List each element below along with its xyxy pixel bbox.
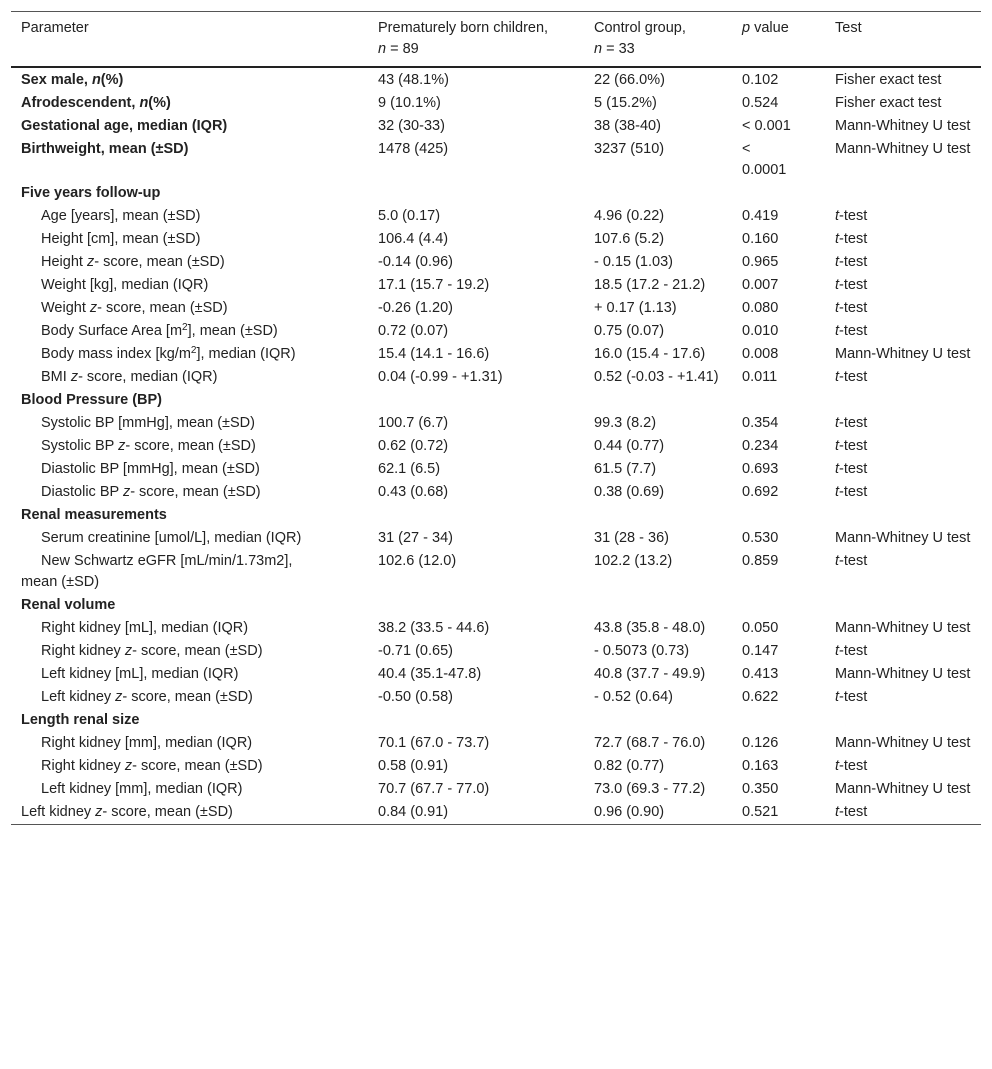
cell-test: Fisher exact test <box>835 72 942 88</box>
header-row <box>11 12 981 68</box>
cell-p-value: 0.350 <box>742 781 779 797</box>
cell-p-value: 0.622 <box>742 689 779 705</box>
cell-control: 16.0 (15.4 - 17.6) <box>594 346 706 362</box>
cell-p-value: 0.147 <box>742 643 779 659</box>
cell-premature: 0.04 (-0.99 - +1.31) <box>378 369 503 385</box>
row-label: Left kidney z- score, mean (±SD) <box>41 689 253 705</box>
cell-p-value: 0.102 <box>742 72 779 88</box>
cell-premature: -0.26 (1.20) <box>378 300 453 316</box>
row-label: Systolic BP [mmHg], mean (±SD) <box>41 415 255 431</box>
cell-control: 0.38 (0.69) <box>594 484 665 500</box>
cell-p-value: 0.530 <box>742 530 779 546</box>
cell-premature: 102.6 (12.0) <box>378 553 457 569</box>
header-p-value: p value <box>742 20 789 36</box>
cell-test: t-test <box>835 461 868 477</box>
cell-control: 31 (28 - 36) <box>594 530 669 546</box>
cell-test: Mann-Whitney U test <box>835 735 971 751</box>
row-label: New Schwartz eGFR [mL/min/1.73m2], mean (±SD) <box>21 553 293 590</box>
cell-premature: 1478 (425) <box>378 141 449 157</box>
cell-test: Mann-Whitney U test <box>835 346 971 362</box>
cell-p-value: 0.011 <box>742 369 778 385</box>
row-label: Left kidney [mm], median (IQR) <box>41 781 243 797</box>
section-row <box>11 504 981 527</box>
section-renal-volume: Renal volume <box>21 597 116 613</box>
row-label: Right kidney [mL], median (IQR) <box>41 620 249 636</box>
table-row <box>11 732 981 755</box>
cell-premature: 0.72 (0.07) <box>378 323 449 339</box>
cell-test: t-test <box>835 300 868 316</box>
cell-test: Mann-Whitney U test <box>835 141 971 157</box>
row-label: Left kidney [mL], median (IQR) <box>41 666 239 682</box>
cell-test: t-test <box>835 323 868 339</box>
cell-p-value: 0.354 <box>742 415 779 431</box>
row-label: Serum creatinine [umol/L], median (IQR) <box>41 530 302 546</box>
cell-p-value: 0.080 <box>742 300 779 316</box>
row-label: Weight [kg], median (IQR) <box>41 277 209 293</box>
row-label: Afrodescendent, n(%) <box>21 95 171 111</box>
section-row <box>11 594 981 617</box>
cell-control: 22 (66.0%) <box>594 72 665 88</box>
row-label: Left kidney z- score, mean (±SD) <box>21 804 233 820</box>
cell-p-value: 0.859 <box>742 553 779 569</box>
cell-premature: 32 (30-33) <box>378 118 445 134</box>
cell-premature: 62.1 (6.5) <box>378 461 441 477</box>
cell-control: 3237 (510) <box>594 141 665 157</box>
cell-premature: 0.58 (0.91) <box>378 758 449 774</box>
cell-control: 102.2 (13.2) <box>594 553 673 569</box>
cell-premature: 70.7 (67.7 - 77.0) <box>378 781 490 797</box>
cell-p-value: 0.413 <box>742 666 779 682</box>
cell-p-value: 0.521 <box>742 804 779 820</box>
table-row <box>11 481 981 504</box>
cell-test: Mann-Whitney U test <box>835 666 971 682</box>
cell-premature: 106.4 (4.4) <box>378 231 449 247</box>
table-row <box>11 778 981 801</box>
cell-test: Mann-Whitney U test <box>835 530 971 546</box>
cell-control: 0.96 (0.90) <box>594 804 665 820</box>
row-label: Sex male, n(%) <box>21 72 124 88</box>
section-length-renal-size: Length renal size <box>21 712 140 728</box>
table-row <box>11 297 981 320</box>
table-row <box>11 686 981 709</box>
cell-premature: 31 (27 - 34) <box>378 530 453 546</box>
cell-test: t-test <box>835 689 868 705</box>
cell-p-value: 0.234 <box>742 438 779 454</box>
cell-premature: 9 (10.1%) <box>378 95 441 111</box>
table-row <box>11 274 981 297</box>
table-row <box>11 640 981 663</box>
row-label: Gestational age, median (IQR) <box>21 118 228 134</box>
header-parameter: Parameter <box>21 20 89 36</box>
row-label: BMI z- score, median (IQR) <box>41 369 218 385</box>
row-label: Body mass index $[kg/m^2]$, median (IQR) <box>41 345 296 362</box>
cell-premature: -0.14 (0.96) <box>378 254 453 270</box>
table-row <box>11 251 981 274</box>
cell-control: - 0.52 (0.64) <box>594 689 673 705</box>
cell-test: t-test <box>835 484 868 500</box>
cell-control: 38 (38-40) <box>594 118 661 134</box>
cell-control: 0.44 (0.77) <box>594 438 665 454</box>
cell-premature: -0.50 (0.58) <box>378 689 453 705</box>
row-label: Weight z- score, mean (±SD) <box>41 300 228 316</box>
cell-test: Mann-Whitney U test <box>835 620 971 636</box>
row-label: Body Surface Area $[m^2]$, mean (±SD) <box>41 322 278 339</box>
cell-p-value: 0.010 <box>742 323 779 339</box>
cell-control: 72.7 (68.7 - 76.0) <box>594 735 706 751</box>
cell-p-value: 0.008 <box>742 346 779 362</box>
cell-premature: 43 (48.1%) <box>378 72 449 88</box>
table-row <box>11 320 981 343</box>
cell-p-value: 0.419 <box>742 208 779 224</box>
section-row <box>11 709 981 732</box>
section-renal-measurements: Renal measurements <box>21 507 167 523</box>
cell-test: Mann-Whitney U test <box>835 781 971 797</box>
row-label: Systolic BP z- score, mean (±SD) <box>41 438 256 454</box>
cell-control: 0.75 (0.07) <box>594 323 665 339</box>
cell-p-value: 0.693 <box>742 461 779 477</box>
row-label: Height [cm], mean (±SD) <box>41 231 201 247</box>
table-row <box>11 205 981 228</box>
table-row <box>11 92 981 115</box>
cell-test: t-test <box>835 553 868 569</box>
cell-control: 107.6 (5.2) <box>594 231 665 247</box>
header-premature: Prematurely born children, n = 89 <box>378 20 549 57</box>
cell-test: t-test <box>835 643 868 659</box>
results-table <box>11 11 981 825</box>
cell-p-value: 0.160 <box>742 231 779 247</box>
table-row <box>11 115 981 138</box>
row-label: Diastolic BP [mmHg], mean (±SD) <box>41 461 260 477</box>
cell-p-value: 0.524 <box>742 95 779 111</box>
cell-control: 5 (15.2%) <box>594 95 657 111</box>
cell-control: 43.8 (35.8 - 48.0) <box>594 620 706 636</box>
cell-premature: 0.43 (0.68) <box>378 484 449 500</box>
section-five-years: Five years follow-up <box>21 185 161 201</box>
row-label: Right kidney z- score, mean (±SD) <box>41 643 263 659</box>
cell-premature: 5.0 (0.17) <box>378 208 441 224</box>
row-label: Right kidney z- score, mean (±SD) <box>41 758 263 774</box>
section-blood-pressure: Blood Pressure (BP) <box>21 392 162 408</box>
cell-premature: 0.62 (0.72) <box>378 438 449 454</box>
cell-p-value: 0.050 <box>742 620 779 636</box>
cell-premature: 70.1 (67.0 - 73.7) <box>378 735 490 751</box>
cell-control: - 0.15 (1.03) <box>594 254 673 270</box>
row-label: Diastolic BP z- score, mean (±SD) <box>41 484 261 500</box>
cell-test: t-test <box>835 804 868 820</box>
table-row <box>11 435 981 458</box>
cell-control: - 0.5073 (0.73) <box>594 643 690 659</box>
table-row <box>11 67 981 92</box>
cell-p-value: 0.126 <box>742 735 779 751</box>
cell-premature: 38.2 (33.5 - 44.6) <box>378 620 490 636</box>
cell-test: t-test <box>835 254 868 270</box>
cell-p-value: 0.965 <box>742 254 779 270</box>
table-row <box>11 458 981 481</box>
cell-test: t-test <box>835 208 868 224</box>
cell-test: t-test <box>835 277 868 293</box>
cell-test: t-test <box>835 369 868 385</box>
header-control: Control group, n = 33 <box>594 20 686 57</box>
table-row <box>11 138 981 182</box>
table-row <box>11 801 981 825</box>
table-row <box>11 412 981 435</box>
cell-test: Mann-Whitney U test <box>835 118 971 134</box>
cell-p-value: 0.163 <box>742 758 779 774</box>
cell-p-value: < 0.001 <box>742 118 791 134</box>
table-row <box>11 755 981 778</box>
cell-premature: 0.84 (0.91) <box>378 804 449 820</box>
table-row <box>11 617 981 640</box>
table-row <box>11 663 981 686</box>
cell-control: 0.52 (-0.03 - +1.41) <box>594 369 719 385</box>
cell-premature: 40.4 (35.1-47.8) <box>378 666 482 682</box>
table-row <box>11 228 981 251</box>
cell-control: 73.0 (69.3 - 77.2) <box>594 781 706 797</box>
cell-control: 4.96 (0.22) <box>594 208 665 224</box>
table-row <box>11 366 981 389</box>
row-label: Age [years], mean (±SD) <box>41 208 201 224</box>
cell-test: t-test <box>835 758 868 774</box>
cell-p-value: < 0.0001 <box>742 141 787 178</box>
cell-premature: 17.1 (15.7 - 19.2) <box>378 277 490 293</box>
header-test: Test <box>835 20 862 36</box>
cell-test: t-test <box>835 438 868 454</box>
cell-test: Fisher exact test <box>835 95 942 111</box>
row-label: Birthweight, mean (±SD) <box>21 141 189 157</box>
table-row <box>11 550 981 594</box>
table-row <box>11 527 981 550</box>
cell-test: t-test <box>835 231 868 247</box>
table-row <box>11 343 981 366</box>
section-row <box>11 182 981 205</box>
row-label: Right kidney [mm], median (IQR) <box>41 735 253 751</box>
cell-p-value: 0.692 <box>742 484 779 500</box>
cell-control: + 0.17 (1.13) <box>594 300 677 316</box>
cell-control: 99.3 (8.2) <box>594 415 657 431</box>
section-row <box>11 389 981 412</box>
cell-p-value: 0.007 <box>742 277 779 293</box>
cell-control: 18.5 (17.2 - 21.2) <box>594 277 706 293</box>
cell-test: t-test <box>835 415 868 431</box>
cell-premature: 100.7 (6.7) <box>378 415 449 431</box>
cell-premature: 15.4 (14.1 - 16.6) <box>378 346 490 362</box>
cell-control: 40.8 (37.7 - 49.9) <box>594 666 706 682</box>
cell-control: 0.82 (0.77) <box>594 758 665 774</box>
cell-control: 61.5 (7.7) <box>594 461 657 477</box>
cell-premature: -0.71 (0.65) <box>378 643 453 659</box>
row-label: Height z- score, mean (±SD) <box>41 254 225 270</box>
